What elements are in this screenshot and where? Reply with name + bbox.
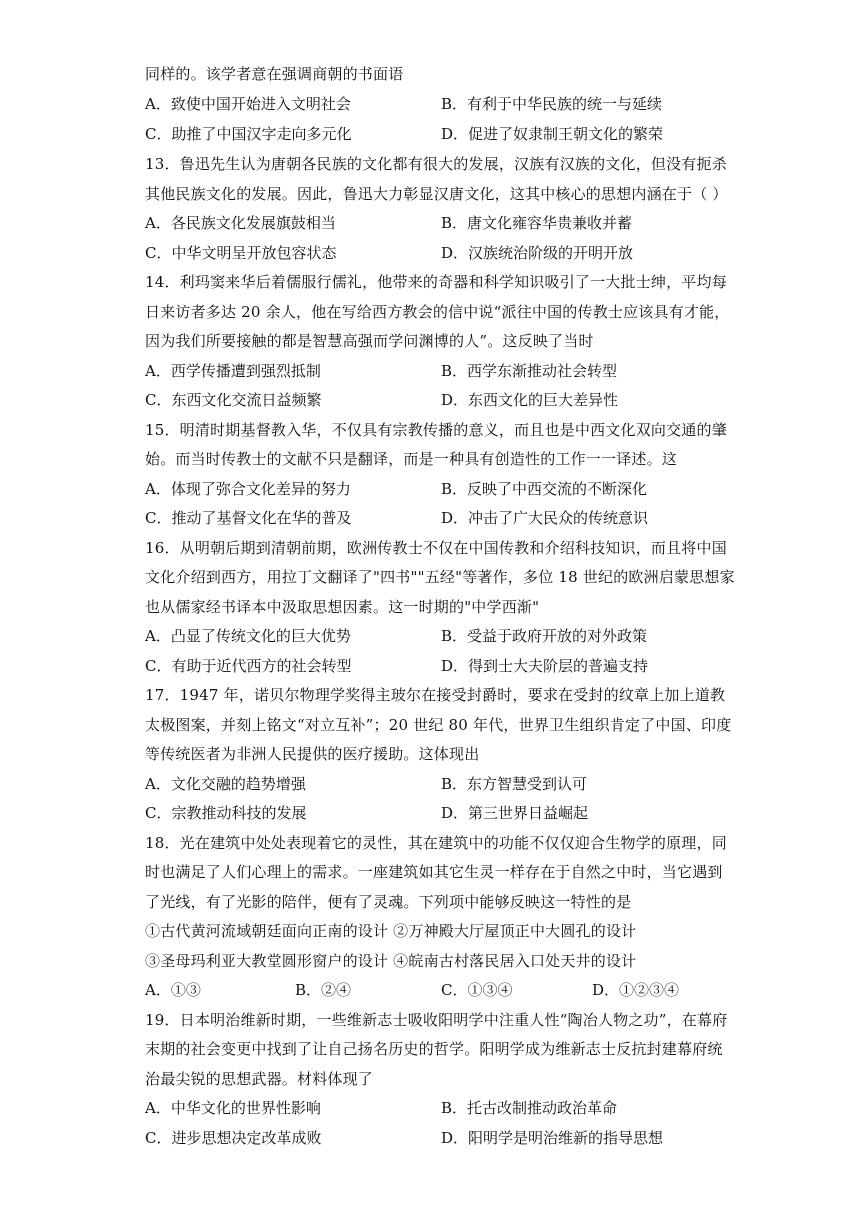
- option-a: A．凸显了传统文化的巨大优势: [145, 627, 351, 645]
- option-b: B．②④: [295, 981, 352, 999]
- option-d: D．东西文化的巨大差异性: [441, 391, 619, 409]
- option-b: B．受益于政府开放的对外政策: [441, 627, 648, 645]
- option-c: C．助推了中国汉字走向多元化: [145, 125, 352, 143]
- question-15-line: 始。而当时传教士的文献不只是翻译，而是一种具有创造性的工作一一译述。这: [145, 450, 678, 468]
- option-c: C．有助于近代西方的社会转型: [145, 657, 352, 675]
- option-b: B．有利于中华民族的统一与延续: [441, 95, 663, 113]
- question-14-line: 14．利玛窦来华后着儒服行儒礼，他带来的奇器和科学知识吸引了一大批士绅，平均每: [145, 273, 727, 291]
- option-d: D．第三世界日益崛起: [441, 804, 589, 822]
- question-13-line: 其他民族文化的发展。因此，鲁迅大力彰显汉唐文化，这其中核心的思想内涵在于（ ）: [145, 185, 728, 203]
- question-18-statement: ①古代黄河流域朝廷面向正南的设计 ②万神殿大厅屋顶正中大圆孔的设计: [145, 922, 637, 940]
- option-b: B．托古改制推动政治革命: [441, 1099, 618, 1117]
- option-d: D．阳明学是明治维新的指导思想: [441, 1129, 664, 1147]
- question-19-line: 治最尖锐的思想武器。材料体现了: [145, 1070, 374, 1088]
- question-19-line: 末期的社会变更中找到了让自己扬名历史的哲学。阳明学成为维新志士反抗封建幕府统: [145, 1040, 723, 1058]
- option-a: A．各民族文化发展旗鼓相当: [145, 214, 336, 232]
- option-a: A．①③: [145, 981, 201, 999]
- question-16-line: 16．从明朝后期到清朝前期，欧洲传教士不仅在中国传教和介绍科技知识，而且将中国: [145, 539, 727, 557]
- option-d: D．促进了奴隶制王朝文化的繁荣: [441, 125, 664, 143]
- option-a: A．西学传播遭到强烈抵制: [145, 362, 321, 380]
- option-b: B．西学东渐推动社会转型: [441, 362, 618, 380]
- option-d: D．冲击了广大民众的传统意识: [441, 509, 649, 527]
- question-18-line: 了光线，有了光影的陪伴，便有了灵魂。下列项中能够反映这一特性的是: [145, 893, 632, 911]
- question-16-line: 文化介绍到西方，用拉丁文翻译了"四书""五经"等著作，多位 18 世纪的欧洲启蒙思想家: [145, 568, 735, 586]
- option-c: C．推动了基督文化在华的普及: [145, 509, 352, 527]
- option-b: B．唐文化雍容华贵兼收并蓄: [441, 214, 633, 232]
- question-15-line: 15．明清时期基督教入华，不仅具有宗教传播的意义，而且也是中西文化双向交通的肇: [145, 421, 727, 439]
- option-a: A．文化交融的趋势增强: [145, 775, 306, 793]
- question-17-line: 17．1947 年，诺贝尔物理学奖得主玻尔在接受封爵时，要求在受封的纹章上加上道教: [145, 686, 726, 704]
- option-c: C．东西文化交流日益频繁: [145, 391, 322, 409]
- question-17-line: 等传统医者为非洲人民提供的医疗援助。这体现出: [145, 745, 480, 763]
- question-14-line: 因为我们所要接触的都是智慧高强而学问渊博的人”。这反映了当时: [145, 332, 594, 350]
- option-c: C．①③④: [441, 981, 513, 999]
- option-c: C．中华文明呈开放包容状态: [145, 244, 337, 262]
- question-14-line: 日来访者多达 20 余人，他在写给西方教会的信中说“派往中国的传教士应该具有才能，: [145, 303, 730, 321]
- question-text-line: 同样的。该学者意在强调商朝的书面语: [145, 65, 404, 83]
- option-a: A．致使中国开始进入文明社会: [145, 95, 351, 113]
- option-d: D．得到士大夫阶层的普遍支持: [441, 657, 649, 675]
- question-19-line: 19．日本明治维新时期，一些维新志士吸收阳明学中注重人性“陶冶人物之功”，在幕府: [145, 1011, 728, 1029]
- question-17-line: 太极图案，并刻上铭文“对立互补”；20 世纪 80 年代，世界卫生组织肯定了中国、印度: [145, 716, 732, 734]
- question-13-line: 13．鲁迅先生认为唐朝各民族的文化都有很大的发展，汉族有汉族的文化，但没有扼杀: [145, 155, 727, 173]
- question-18-statement: ③圣母玛利亚大教堂圆形窗户的设计 ④皖南古村落民居入口处天井的设计: [145, 952, 637, 970]
- option-b: B．东方智慧受到认可: [441, 775, 588, 793]
- option-c: C．宗教推动科技的发展: [145, 804, 307, 822]
- option-b: B．反映了中西交流的不断深化: [441, 480, 648, 498]
- option-a: A．中华文化的世界性影响: [145, 1099, 321, 1117]
- option-c: C．进步思想决定改革成败: [145, 1129, 322, 1147]
- option-d: D．汉族统治阶级的开明开放: [441, 244, 634, 262]
- option-d: D．①②③④: [592, 981, 680, 999]
- option-a: A．体现了弥合文化差异的努力: [145, 480, 351, 498]
- question-16-line: 也从儒家经书译本中汲取思想因素。这一时期的"中学西渐": [145, 598, 540, 616]
- question-18-line: 18．光在建筑中处处表现着它的灵性，其在建筑中的功能不仅仅迎合生物学的原理，同: [145, 834, 727, 852]
- question-18-line: 时也满足了人们心理上的需求。一座建筑如其它生灵一样存在于自然之中时，当它遇到: [145, 863, 723, 881]
